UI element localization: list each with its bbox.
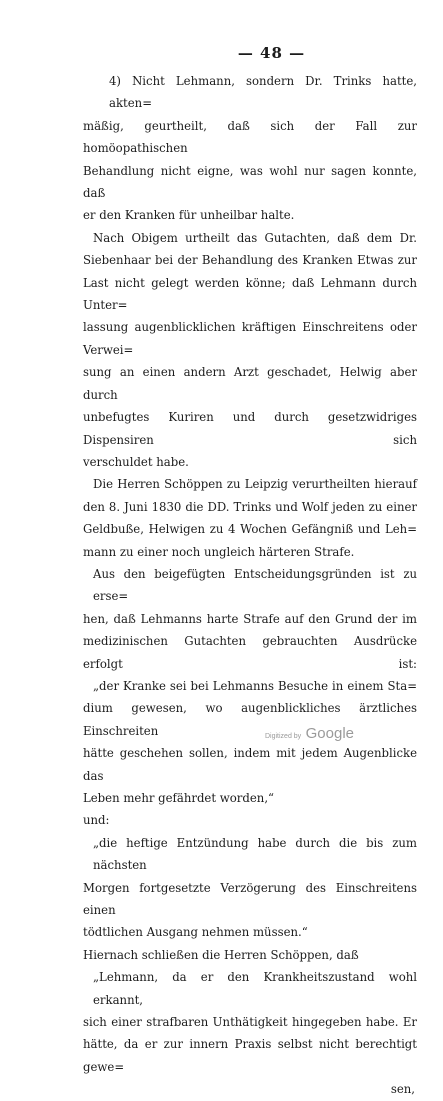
text-line: Aus den beigefügten Entscheidungsgründen ist zu erse= [93,566,417,604]
text-line: hen, daß Lehmanns harte Strafe auf den Grund der im [83,611,417,626]
digitized-by-label: Digitized by [265,733,302,740]
text-line: lassung augenblicklichen kräftigen Einschreitens oder Verwei= [83,320,417,357]
text-line: unbefugtes Kuriren und durch gesetzwidriges Dispensiren sich [83,410,417,447]
text-line: Last nicht gelegt werden könne; daß Lehmann durch Unter= [83,275,417,313]
text-line: „die heftige Entzündung habe durch die bis zum nächsten [93,835,417,873]
text-line: medizinischen Gutachten gebrauchten Ausdrücke erfolgt ist: [83,634,417,671]
text-line: hätte, da er zur innern Praxis selbst nicht berechtigt gewe= [83,1037,417,1074]
text-line: hätte geschehen sollen, indem mit jedem Augenblicke das [83,746,417,783]
body-text [83,70,417,1101]
text-line: er den Kranken für unheilbar halte. [83,208,295,223]
text-line: Siebenhaar bei der Behandlung des Kranken Etwas zur [83,253,417,268]
text-line: sung an einen andern Arzt geschadet, Helwig aber durch [83,365,417,402]
text-line: Morgen fortgesetzte Verzögerung des Einschreitens einen [83,880,417,918]
page-header [0,44,443,62]
page-number: — 48 — [237,44,306,62]
text-line: den 8. Juni 1830 die DD. Trinks und Wolf jeden zu einer [83,499,417,514]
text-line: sen, [390,1082,415,1097]
digitized-watermark [265,725,354,743]
text-line: Nach Obigem urtheilt das Gutachten, daß dem Dr. [93,230,417,245]
text-line: sich einer strafbaren Unthätigkeit hingegeben habe. Er [83,1015,417,1030]
text-line: Die Herren Schöppen zu Leipzig verurtheilten hierauf [93,477,417,492]
text-line: 4) Nicht Lehmann, sondern Dr. Trinks hatte, akten= [109,74,417,111]
google-logo: Google [305,725,355,742]
text-line: verschuldet habe. [83,454,189,469]
text-line: mäßig, geurtheilt, daß sich der Fall zur homöopathischen [83,118,417,156]
text-line: Geldbuße, Helwigen zu 4 Wochen Gefängniß und Leh= [83,522,417,537]
text-line: dium gewesen, wo augenblickliches ärztliches Einschreiten [83,701,417,738]
text-line: und: [83,813,110,828]
text-line: Behandlung nicht eigne, was wohl nur sagen konnte, daß [83,163,417,201]
text-line: Leben mehr gefährdet worden,“ [83,791,275,805]
text-line: „der Kranke sei bei Lehmanns Besuche in einem Sta= [93,678,417,693]
text-line: „Lehmann, da er den Krankheitszustand wohl erkannt, [93,970,417,1007]
text-line: Hiernach schließen die Herren Schöppen, daß [83,947,359,962]
text-line: tödtlichen Ausgang nehmen müssen.“ [83,925,308,940]
text-line: mann zu einer noch ungleich härteren Strafe. [83,544,355,559]
